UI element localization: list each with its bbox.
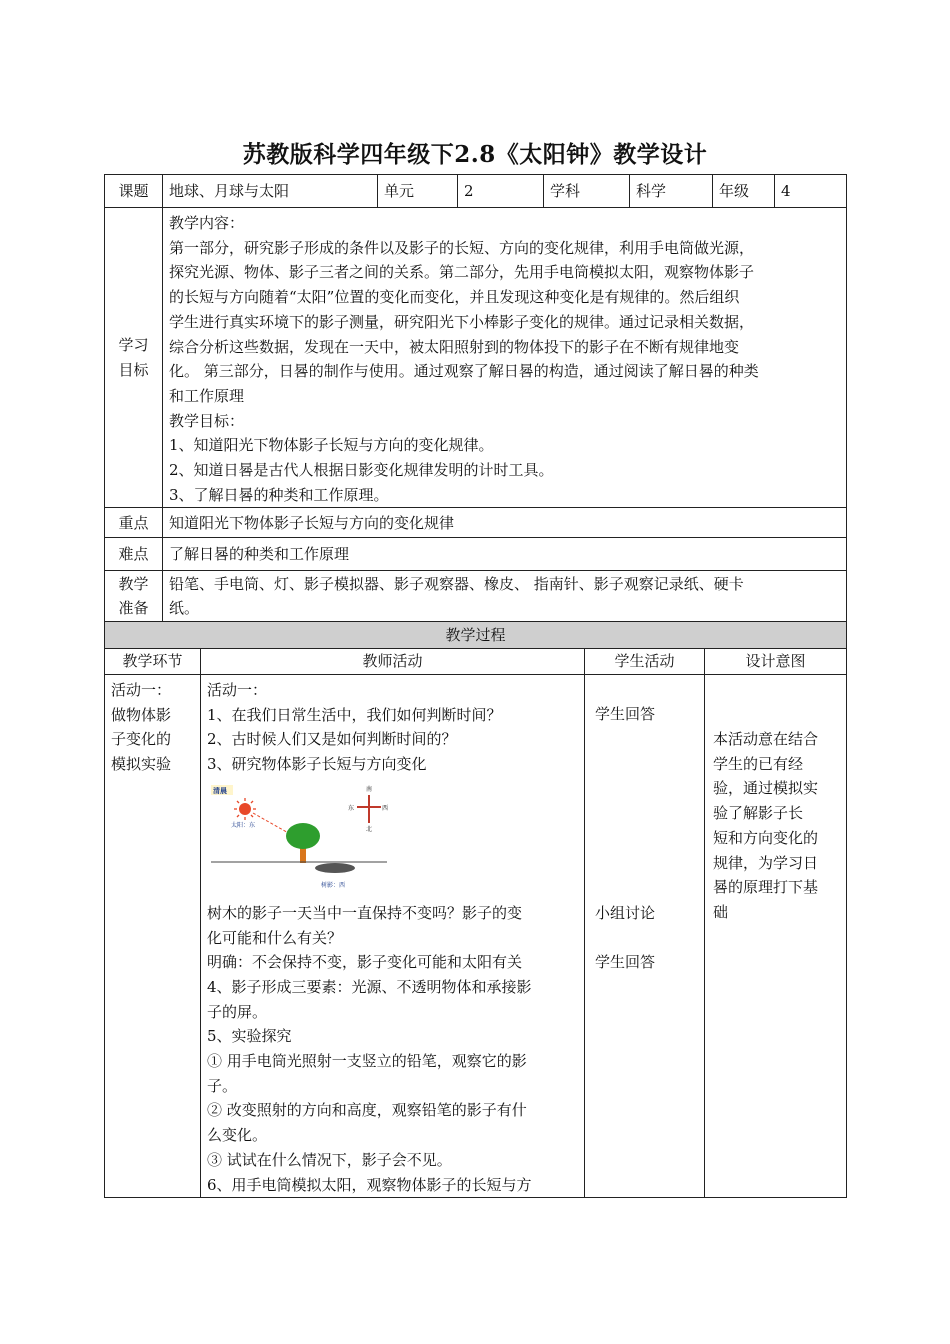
compass-right: 西 — [382, 804, 389, 812]
column-header: 教师活动 — [201, 649, 585, 675]
design-intent-cell: 本活动意在结合 学生的已有经 验，通过模拟实 验了解影子长 短和方向变化的 规律，为学习日 晷的原理打下基 础 — [705, 675, 847, 1198]
column-header: 学生活动 — [585, 649, 705, 675]
column-header: 设计意图 — [705, 649, 847, 675]
difficulty-value: 了解日晷的种类和工作原理 — [163, 538, 847, 571]
content-line: 化。 第三部分，日晷的制作与使用。通过观察了解日晷的构造，通过阅读了解日晷的种类 — [169, 362, 759, 381]
stage-cell: 活动一： 做物体影 子变化的 模拟实验 — [105, 675, 201, 1198]
sun-icon — [234, 798, 256, 820]
key-point-label: 重点 — [105, 508, 163, 538]
student-answer: 学生回答 — [595, 705, 656, 723]
objective-item: 3、了解日晷的种类和工作原理。 — [169, 485, 389, 504]
column-header: 教学环节 — [105, 649, 201, 675]
content-line: 的长短与方向随着“太阳”位置的变化而变化，并且发现这种变化是有规律的。然后组织 — [169, 288, 740, 307]
shadow-label: 树影：西 — [321, 881, 346, 889]
student-answer: 学生回答 — [595, 953, 656, 972]
content-line: 探究光源、物体、影子三者之间的关系。第二部分，先用手电筒模拟太阳，观察物体影子 — [169, 263, 755, 282]
prep-label: 教学 准备 — [105, 571, 163, 622]
lesson-info-table — [104, 174, 847, 622]
objective-item: 1、知道阳光下物体影子长短与方向的变化规律。 — [169, 436, 494, 455]
compass-bottom: 北 — [366, 825, 373, 833]
document-title: 苏教版科学四年级下2.8《太阳钟》教学设计 — [242, 141, 708, 168]
goals-content — [163, 208, 847, 508]
figure-tag: 清晨 — [213, 785, 227, 795]
content-line: 第一部分，研究影子形成的条件以及影子的长短、方向的变化规律，利用手电筒做光源， — [169, 238, 755, 257]
shadow-diagram — [209, 783, 389, 893]
key-point-value: 知道阳光下物体影子长短与方向的变化规律 — [163, 508, 847, 538]
objectives-heading: 教学目标： — [169, 411, 245, 430]
subject-label: 学科 — [544, 175, 630, 208]
sun-label: 太阳：东 — [231, 821, 256, 829]
content-line: 和工作原理 — [169, 386, 245, 405]
unit-label: 单元 — [378, 175, 458, 208]
grade-label: 年级 — [713, 175, 775, 208]
process-heading: 教学过程 — [105, 622, 847, 649]
subject-value: 科学 — [630, 175, 713, 208]
student-group-discussion: 小组讨论 — [595, 903, 656, 922]
unit-value: 2 — [458, 175, 544, 208]
content-line: 学生进行真实环境下的影子测量，研究阳光下小棒影子变化的规律。通过记录相关数据， — [169, 312, 755, 331]
course-value: 地球、月球与太阳 — [163, 175, 378, 208]
objective-item: 2、知道日晷是古代人根据日影变化规律发明的计时工具。 — [169, 461, 554, 480]
compass-icon — [357, 795, 381, 823]
prep-value: 铅笔、手电筒、灯、影子模拟器、影子观察器、橡皮、 指南针、影子观察记录纸、硬卡 纸。 — [163, 571, 847, 622]
compass-left: 东 — [348, 804, 355, 812]
course-label: 课题 — [105, 175, 163, 208]
goals-label: 学习 目标 — [105, 208, 163, 508]
student-activity-cell — [585, 675, 705, 1198]
teacher-activity-cell: 活动一： 1、在我们日常生活中，我们如何判断时间？ 2、古时候人们又是如何判断时间的？ 3、研究物体影子长短与方向变化 清晨 太阳：东 树影：西 南 北 东 西 树木的影子一天当中一直保持不变吗？影子的变 化可能和什么有关？ 明确：不会保持不变，影子变化可能和太阳有关 4、影子形成三要素：光源、不透明物体和承接影 子的屏。 5、实验探究 ① 用手电筒光照射一支竖立的铅笔，观察它的影 子。 ② 改变照射的方向和高度，观察铅笔的影子有什 么变化。 ③ 试试在什么情况下，影子会不见。 6、用手电筒模拟太阳，观察物体影子的长短与方 — [201, 675, 585, 1198]
content-line: 综合分析这些数据，发现在一天中，被太阳照射到的物体投下的影子在不断有规律地变 — [169, 337, 740, 356]
process-table — [104, 621, 847, 1198]
grade-value: 4 — [775, 175, 847, 208]
content-heading: 教学内容： — [169, 214, 245, 232]
tree-icon — [286, 823, 355, 873]
compass-top: 南 — [366, 785, 373, 793]
difficulty-label: 难点 — [105, 538, 163, 571]
